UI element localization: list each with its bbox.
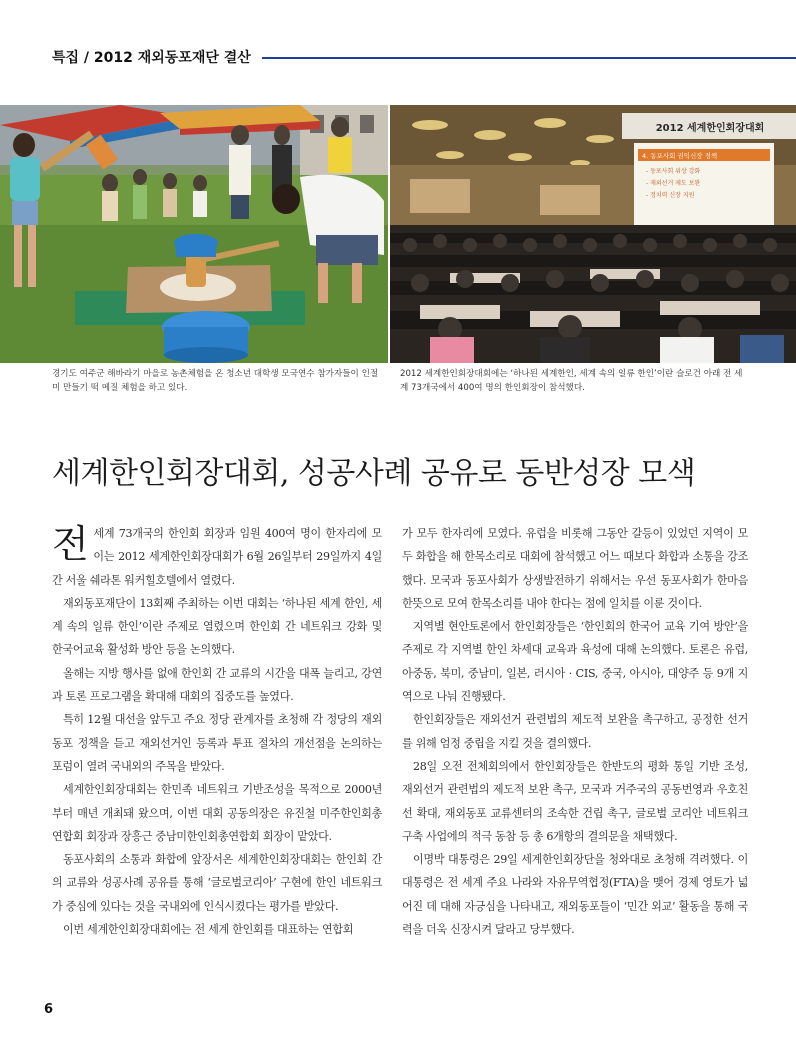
photo-hall-illustration xyxy=(390,105,796,363)
article-column-right xyxy=(402,522,748,941)
screen-line-4: - 정치력 신장 지원 xyxy=(646,192,695,199)
section-header xyxy=(52,50,796,66)
photo-rice-cake-illustration xyxy=(0,105,388,363)
paragraph-text: 세계 73개국의 한인회 회장과 임원 400여 명이 한자리에 모이는 2012 세계한인회장대회가 6월 26일부터 29일까지 4일간 서울 쉐라톤 워커힐호텔에서 열렸다. xyxy=(52,527,382,587)
section-title: 특집 / 2012 재외동포재단 결산 xyxy=(52,50,251,66)
photo-rice-cake-pounding xyxy=(0,105,388,363)
article-headline: 세계한인회장대회, 성공사례 공유로 동반성장 모색 xyxy=(52,456,696,491)
article-paragraph: 재외동포재단이 13회째 주최하는 이번 대회는 ‘하나된 세계 한인, 세계 속의 일류 한인’이란 주제로 열렸으며 한인회 간 네트워크 강화 및 한국어교육 활성화 방안 등을 논의했다. xyxy=(52,596,382,657)
article-paragraph: 28일 오전 전체회의에서 한인회장들은 한반도의 평화 통일 기반 조성, 재외선거 관련법의 제도적 보완 촉구, 모국과 거주국의 공동번영과 우호친선 확대, 재외동포 교류센터의 조속한 건립 촉구, 글로벌 코리안 네트워크 구축 사업에의 적극 동참 등 총 6개항의 결의문을 채택했다. xyxy=(402,759,748,843)
photo-convention-hall xyxy=(390,105,796,363)
article-paragraph: 동포사회의 소통과 화합에 앞장서온 세계한인회장대회는 한인회 간의 교류와 성공사례 공유를 통해 ‘글로벌코리아’ 구현에 한인 네트워크가 중심에 있다는 것을 국내외에 인식시켰다는 평가를 받았다. xyxy=(52,853,382,913)
article-paragraph: 특히 12월 대선을 앞두고 주요 정당 관계자를 초청해 각 정당의 재외동포 정책을 듣고 재외선거인 등록과 투표 절차의 개선점을 논의하는 포럼이 열려 국내외의 주목을 받았다. xyxy=(52,713,382,773)
header-rule xyxy=(262,57,796,59)
hall-banner-text: 2012 세계한인회장대회 xyxy=(655,123,765,134)
drop-cap: 전 xyxy=(52,522,89,566)
screen-line-1: 4. 동포사회 권익신장 정책 xyxy=(642,152,718,160)
photo-caption-left: 경기도 여주군 해바라기 마을로 농촌체험을 온 청소년 대학생 모국연수 참가자들이 인절미 만들기 떡 메질 체험을 하고 있다. xyxy=(52,369,379,393)
photo-caption-right: 2012 세계한인회장대회에는 ‘하나된 세계한인, 세계 속의 일류 한인’이란 슬로건 아래 전 세계 73개국에서 400여 명의 한인회장이 참석했다. xyxy=(400,369,743,393)
screen-line-3: - 재외선거 제도 보완 xyxy=(646,180,701,187)
article-paragraph: 가 모두 한자리에 모였다. 유럽을 비롯해 그동안 갈등이 있었던 지역이 모두 화합을 해 한목소리로 대회에 참석했고 어느 때보다 화합과 소통을 강조했다. 모국과 동포사회가 상생발전하기 위해서는 우선 동포사회가 한마음 한뜻으로 모여 한목소리를 내야 한다는 점에 일치를 이룬 것이다. xyxy=(402,527,748,610)
screen-line-2: - 동포사회 위상 강화 xyxy=(646,168,701,175)
article-paragraph: 이명박 대통령은 29일 세계한인회장단을 청와대로 초청해 격려했다. 이 대통령은 전 세계 주요 나라와 자유무역협정(FTA)을 맺어 경제 영토가 넓어진 데 대해 자긍심을 나타내고, 재외동포들이 ‘민간 외교’ 활동을 통해 국력을 더욱 신장시켜 달라고 당부했다. xyxy=(402,853,748,937)
article-column-left xyxy=(52,522,382,941)
article-paragraph: 지역별 현안토론에서 한인회장들은 ‘한인회의 한국어 교육 기여 방안’을 주제로 각 지역별 한인 차세대 교육과 육성에 대해 논의했다. 토론은 유럽, 아중동, 북미, 중남미, 일본, 러시아 · CIS, 중국, 아시아, 대양주 등 9개 지역으로 나눠 진행됐다. xyxy=(402,620,748,704)
article-paragraph xyxy=(52,522,382,592)
article-paragraph: 이번 세계한인회장대회에는 전 세계 한인회를 대표하는 연합회 xyxy=(63,923,354,937)
article-paragraph: 세계한인회장대회는 한민족 네트워크 기반조성을 목적으로 2000년부터 매년 개최돼 왔으며, 이번 대회 공동의장은 유진철 미주한인회총연합회 회장과 장흥근 중남미한인회총연합회 회장이 맡았다. xyxy=(52,783,382,843)
article-paragraph: 올해는 지방 행사를 없애 한인회 간 교류의 시간을 대폭 늘리고, 강연과 토론 프로그램을 확대해 대회의 집중도를 높였다. xyxy=(52,666,382,704)
article-paragraph: 한인회장들은 재외선거 관련법의 제도적 보완을 촉구하고, 공정한 선거를 위해 엄정 중립을 지킬 것을 결의했다. xyxy=(402,713,748,750)
page-number: 6 xyxy=(44,1002,54,1017)
